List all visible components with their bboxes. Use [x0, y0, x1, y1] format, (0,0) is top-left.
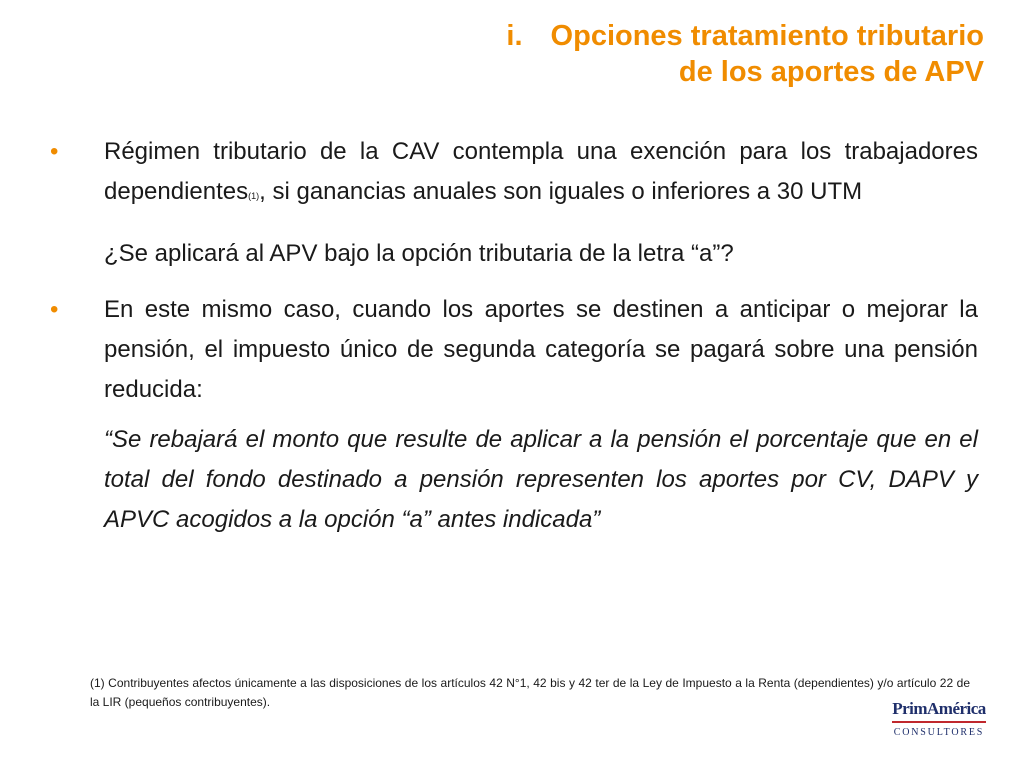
- bullet-icon: •: [50, 138, 59, 165]
- company-logo: [892, 699, 986, 739]
- logo-subtitle: CONSULTORES: [893, 727, 985, 738]
- bullet-text-1: [104, 132, 978, 216]
- bullet-icon: •: [50, 296, 59, 323]
- spacer: [50, 274, 978, 290]
- bullet-text-2: En este mismo caso, cuando los aportes se destinen a anticipar o mejorar la pensión, el impuesto único de segunda categoría se pagará sobre una pensión reducida:: [104, 296, 978, 403]
- footnote: (1) Contribuyentes afectos únicamente a las disposiciones de los artículos 42 N°1, 42 bis y 42 ter de la Ley de Impuesto a la Renta (dependientes) y/o artículo 22 de la LIR (pequeños contribuyentes).: [90, 676, 970, 709]
- bullet-text-1-part-1: Régimen tributario de la CAV contempla una exención para los trabajadores dependientes: [104, 138, 978, 205]
- footnote-reference: (1): [248, 191, 260, 201]
- title-line-1: [506, 18, 984, 54]
- quote-text: “Se rebajará el monto que resulte de aplicar a la pensión el porcentaje que en el total del fondo destinado a pensión representen los aportes por CV, DAPV y APVC acogidos a la opción “a” antes indicada”: [104, 426, 978, 533]
- bullet-item-1: [50, 132, 978, 216]
- logo-name: PrimAmérica: [892, 699, 986, 718]
- title-number: i.: [506, 20, 523, 52]
- question-text: ¿Se aplicará al APV bajo la opción tributaria de la letra “a”?: [104, 240, 734, 267]
- bullet-item-2: [50, 290, 978, 410]
- title-text-line-1: Opciones tratamiento tributario: [550, 20, 984, 52]
- slide-title: [506, 18, 984, 90]
- slide-content: [50, 132, 978, 540]
- logo-divider: [892, 721, 986, 723]
- title-line-2: de los aportes de APV: [678, 56, 984, 88]
- bullet-text-1-part-2: , si ganancias anuales son iguales o inferiores a 30 UTM: [259, 178, 863, 205]
